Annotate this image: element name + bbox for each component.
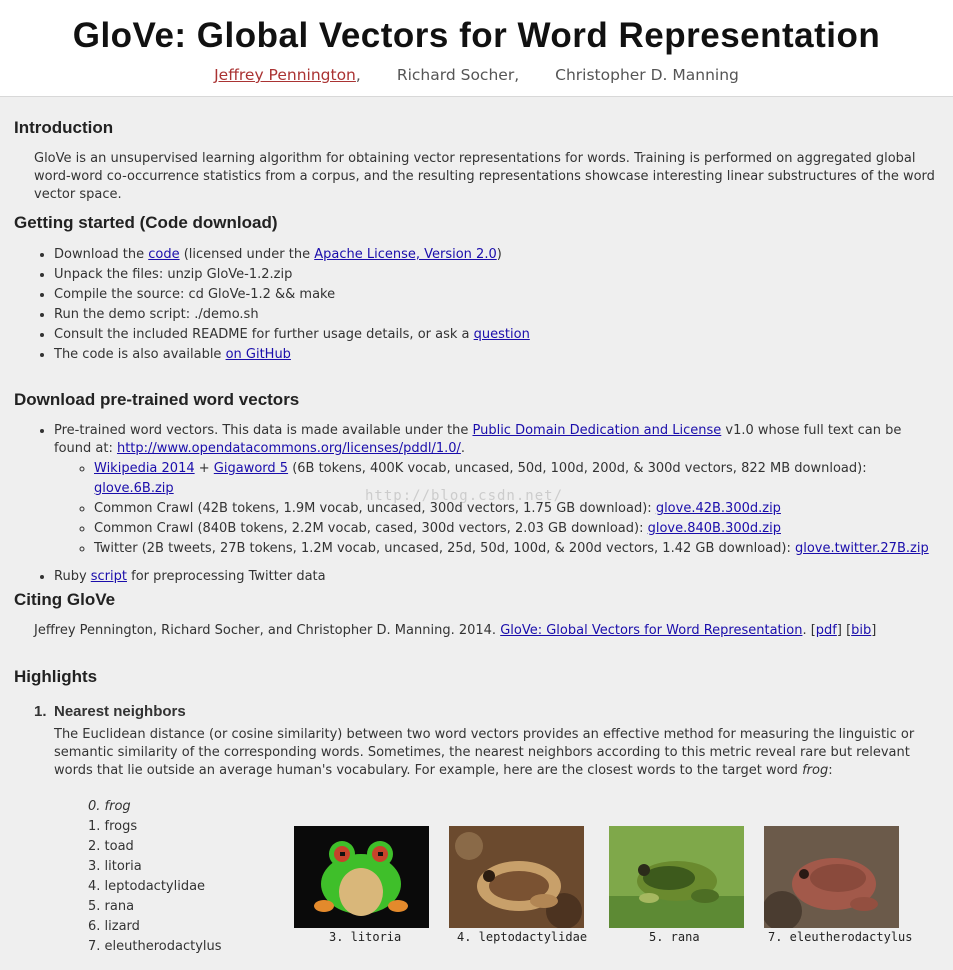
- item-text: Common Crawl (840B tokens, 2.2M vocab, cased, 300d vectors, 2.03 GB download):: [94, 521, 648, 536]
- introduction-section: [14, 117, 941, 204]
- neighbor-item: 0. frog: [88, 799, 131, 814]
- pdf-link[interactable]: pdf: [815, 623, 837, 638]
- neighbor-list: [88, 797, 222, 957]
- watermark: http://blog.csdn.net/: [365, 488, 564, 504]
- github-link[interactable]: on GitHub: [225, 347, 291, 362]
- item-text: .: [460, 441, 466, 456]
- item-text: Pre-trained word vectors. This data is made available under the: [54, 423, 473, 438]
- item-text: (6B tokens, 400K vocab, uncased, 50d, 100d, 200d, & 300d vectors, 822 MB download):: [288, 461, 867, 476]
- getting-started-section: [14, 212, 941, 365]
- citation-punct: . [: [802, 623, 816, 638]
- question-link[interactable]: question: [473, 327, 530, 342]
- glove-6b-link[interactable]: glove.6B.zip: [94, 481, 174, 496]
- list-item: [94, 519, 941, 539]
- neighbor-item: 1. frogs: [88, 819, 138, 834]
- apache-license-link[interactable]: Apache License, Version 2.0: [314, 247, 497, 262]
- author-christopher-manning: Christopher D. Manning: [555, 66, 739, 84]
- getting-started-list: [14, 245, 941, 365]
- neighbor-item: 6. lizard: [88, 919, 140, 934]
- page-title: GloVe: Global Vectors for Word Representation: [72, 16, 881, 55]
- eleutherodactylus-caption: 7. eleutherodactylus: [768, 930, 913, 944]
- neighbor-item: 2. toad: [88, 839, 134, 854]
- code-link[interactable]: code: [148, 247, 180, 262]
- paragraph-text: The Euclidean distance (or cosine similarity) between two word vectors provides an effective method for measuring the linguistic or semantic similarity of the corresponding words. Sometimes, the nearest neighbors according to this metric reveal rare but relevant words that lie outside an average human's vocabulary. For example, here are the closest words to the target word: [54, 727, 915, 778]
- rana-image: [609, 826, 744, 928]
- download-list: [14, 422, 941, 587]
- nearest-neighbors-heading: [34, 701, 186, 720]
- glove-42b-link[interactable]: glove.42B.300d.zip: [655, 501, 781, 516]
- gigaword-link[interactable]: Gigaword 5: [213, 461, 289, 476]
- citation-punct: ]: [871, 623, 877, 638]
- item-text: The code is also available: [54, 347, 226, 362]
- list-item: • Run the demo script: ./demo.sh: [54, 305, 941, 325]
- item-text: for preprocessing Twitter data: [127, 569, 326, 584]
- glove-twitter-link[interactable]: glove.twitter.27B.zip: [794, 541, 929, 556]
- getting-started-heading: Getting started (Code download): [14, 213, 278, 232]
- citation-punct: ] [: [836, 623, 852, 638]
- item-text: +: [194, 461, 214, 476]
- item-text: Ruby: [54, 569, 91, 584]
- citation-authors: Jeffrey Pennington, Richard Socher, and Christopher D. Manning. 2014.: [34, 623, 501, 638]
- list-item: [54, 245, 941, 265]
- litoria-image: [294, 826, 429, 928]
- introduction-heading: Introduction: [14, 118, 114, 137]
- item-text: v1.0 whose full text can be found at:: [54, 423, 902, 456]
- eleutherodactylus-image: [764, 826, 899, 928]
- list-item: [54, 345, 941, 365]
- download-heading: Download pre-trained word vectors: [14, 390, 300, 409]
- item-text: (licensed under the: [179, 247, 315, 262]
- highlight-title: Nearest neighbors: [54, 703, 186, 720]
- nearest-neighbors-text: [54, 726, 941, 780]
- neighbor-item: 5. rana: [88, 899, 135, 914]
- list-item: [54, 567, 941, 587]
- highlight-number: 1.: [34, 703, 47, 720]
- pddl-url-link[interactable]: http://www.opendatacommons.org/licenses/pddl/1.0/: [116, 441, 461, 456]
- list-item: [94, 539, 941, 559]
- target-word: frog: [802, 763, 829, 778]
- citation-text: [14, 622, 941, 640]
- author-link-jeffrey-pennington[interactable]: Jeffrey Pennington: [214, 66, 356, 84]
- page-header: [0, 0, 953, 97]
- item-text: Common Crawl (42B tokens, 1.9M vocab, uncased, 300d vectors, 1.75 GB download):: [94, 501, 656, 516]
- author-separator: ,: [514, 66, 520, 84]
- list-item: • Compile the source: cd GloVe-1.2 && make: [54, 285, 941, 305]
- rana-caption: 5. rana: [649, 930, 700, 944]
- leptodactylidae-caption: 4. leptodactylidae: [457, 930, 588, 944]
- item-text: Consult the included README for further usage details, or ask a: [54, 327, 474, 342]
- citing-section: [14, 589, 941, 640]
- item-text: ): [496, 247, 502, 262]
- leptodactylidae-image: [449, 826, 584, 928]
- introduction-text: GloVe is an unsupervised learning algorithm for obtaining vector representations for words. Training is performed on aggregated global word-word co-occurrence statistics from a corpus, and the resulting representations showcase interesting linear substructures of the word vector space.: [34, 151, 935, 202]
- list-item: [54, 325, 941, 345]
- pddl-license-link[interactable]: Public Domain Dedication and License: [472, 423, 722, 438]
- ruby-script-link[interactable]: script: [90, 569, 127, 584]
- citing-heading: Citing GloVe: [14, 590, 116, 609]
- item-text: Download the: [54, 247, 149, 262]
- author-separator: ,: [355, 66, 361, 84]
- wikipedia-link[interactable]: Wikipedia 2014: [94, 461, 195, 476]
- neighbor-item: 4. leptodactylidae: [88, 879, 206, 894]
- neighbor-item: 7. eleutherodactylus: [88, 939, 222, 954]
- vector-download-list: [54, 459, 941, 559]
- list-item: • Unpack the files: unzip GloVe-1.2.zip: [54, 265, 941, 285]
- item-text: Twitter (2B tweets, 27B tokens, 1.2M vocab, uncased, 25d, 50d, 100d, & 200d vectors, 1.42 GB download):: [94, 541, 795, 556]
- highlights-heading: Highlights: [14, 667, 98, 686]
- author-richard-socher: Richard Socher: [396, 66, 515, 84]
- paper-link[interactable]: GloVe: Global Vectors for Word Representation: [500, 623, 803, 638]
- bib-link[interactable]: bib: [851, 623, 872, 638]
- glove-840b-link[interactable]: glove.840B.300d.zip: [647, 521, 781, 536]
- neighbor-item: 3. litoria: [88, 859, 142, 874]
- litoria-caption: 3. litoria: [329, 930, 402, 944]
- paragraph-text: :: [828, 763, 833, 778]
- author-list: [0, 66, 953, 84]
- highlights-section: [14, 666, 941, 688]
